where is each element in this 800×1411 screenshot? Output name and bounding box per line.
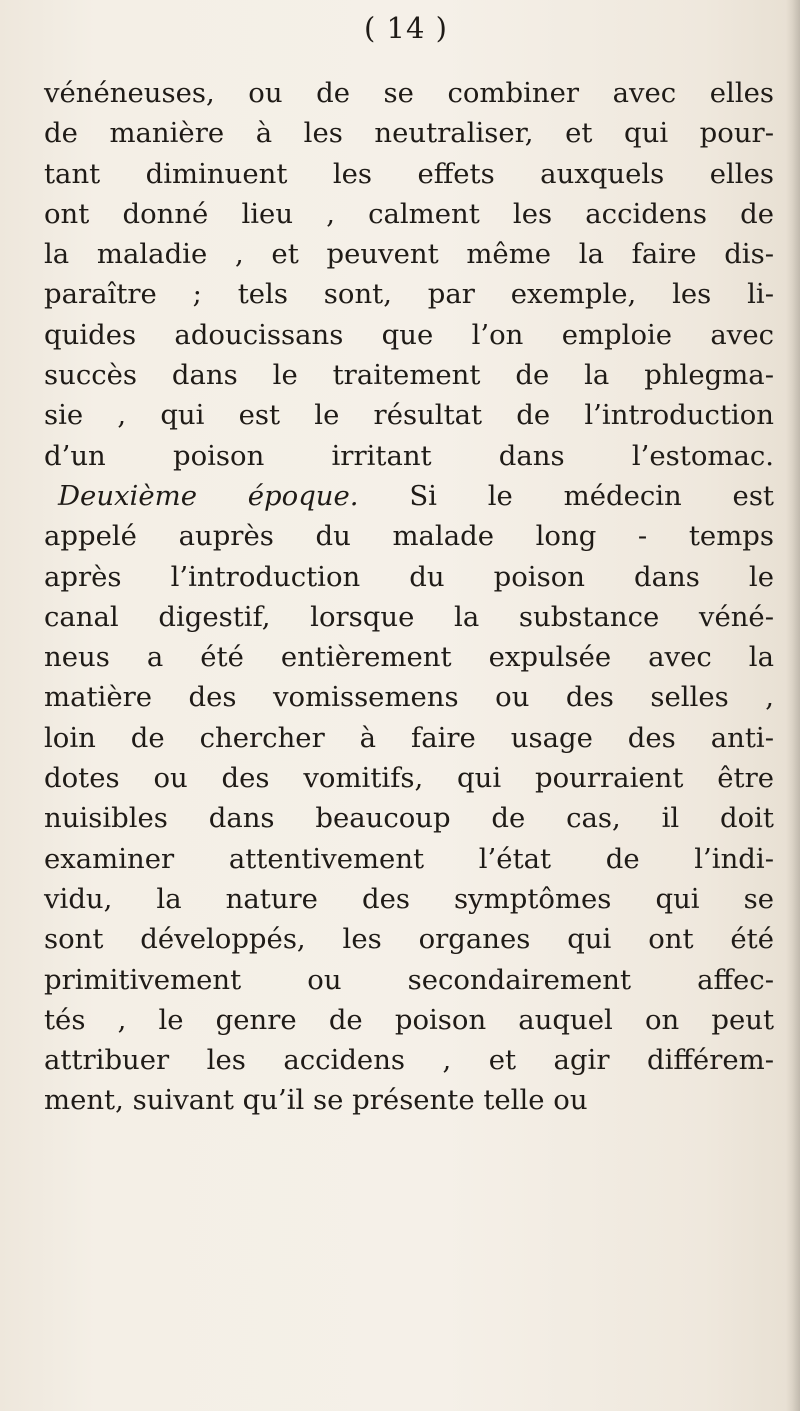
section-heading: Deuxième époque. bbox=[58, 479, 359, 512]
text-line: nuisibles dans beaucoup de cas, il doit bbox=[44, 802, 774, 835]
page-text bbox=[44, 73, 774, 1121]
text-line-continuation: Si le médecin est bbox=[409, 479, 774, 512]
text-line: dotes ou des vomitifs, qui pourraient être bbox=[44, 762, 774, 795]
section-line bbox=[44, 476, 774, 516]
text-line: quides adoucissans que l’on emploie avec bbox=[44, 318, 774, 351]
text-line: appelé auprès du malade long - temps bbox=[44, 520, 774, 553]
text-line: primitivement ou secondairement affec- bbox=[44, 963, 774, 996]
text-line: tant diminuent les effets auxquels elles bbox=[44, 157, 774, 190]
text-line: matière des vomissemens ou des selles , bbox=[44, 681, 774, 714]
text-line: après l’introduction du poison dans le bbox=[44, 560, 774, 593]
text-line: tés , le genre de poison auquel on peut bbox=[44, 1003, 774, 1036]
text-line: succès dans le traitement de la phlegma- bbox=[44, 359, 774, 392]
text-line: vénéneuses, ou de se combiner avec elles bbox=[44, 77, 774, 109]
text-line: examiner attentivement l’état de l’indi- bbox=[44, 842, 774, 875]
text-line: la maladie , et peuvent même la faire dis- bbox=[44, 238, 774, 271]
text-line: d’un poison irritant dans l’estomac. bbox=[44, 439, 774, 472]
text-line: sont développés, les organes qui ont été bbox=[44, 923, 774, 956]
text-line: vidu, la nature des symptômes qui se bbox=[44, 882, 774, 915]
text-line: attribuer les accidens , et agir différem- bbox=[44, 1044, 774, 1077]
text-line: paraître ; tels sont, par exemple, les li- bbox=[44, 278, 774, 311]
text-line: loin de chercher à faire usage des anti- bbox=[44, 721, 774, 754]
text-line: de manière à les neutraliser, et qui pour- bbox=[44, 117, 774, 150]
page-number: ( 14 ) bbox=[364, 11, 448, 45]
text-line: canal digestif, lorsque la substance véné- bbox=[44, 600, 774, 633]
text-line: sie , qui est le résultat de l’introduction bbox=[44, 399, 774, 432]
text-line: ont donné lieu , calment les accidens de bbox=[44, 197, 774, 230]
text-line: neus a été entièrement expulsée avec la bbox=[44, 641, 774, 674]
page-edge-shadow bbox=[786, 0, 800, 1411]
text-line: ment, suivant qu’il se présente telle ou bbox=[44, 1084, 588, 1117]
